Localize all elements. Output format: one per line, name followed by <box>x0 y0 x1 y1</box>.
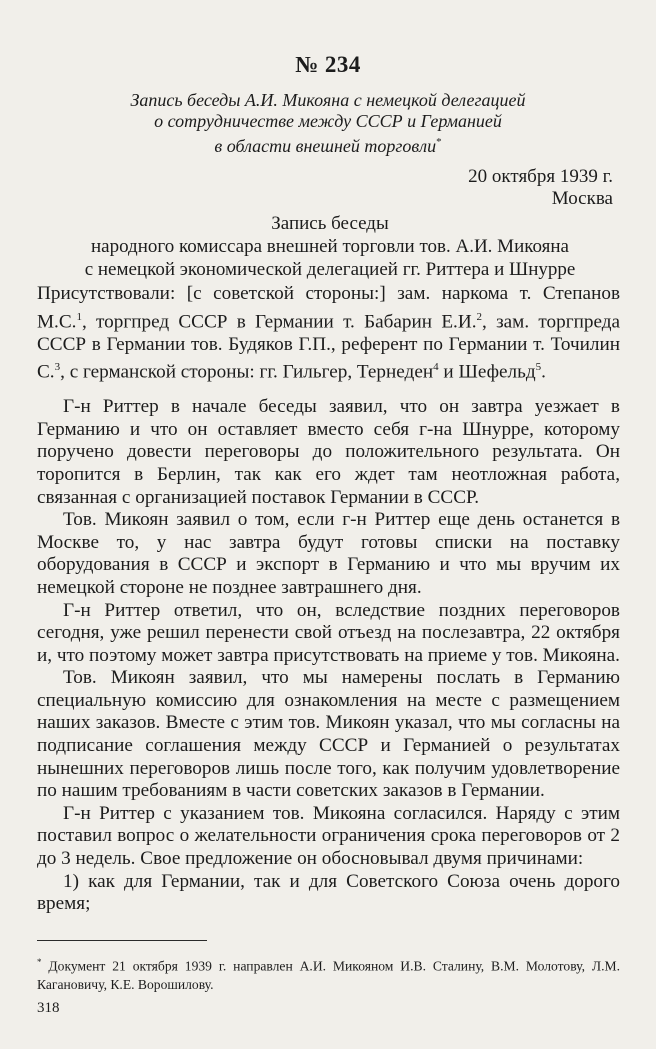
footnote-text: Документ 21 октября 1939 г. направлен А.И. Микояном И.В. Сталину, В.М. Молотову, Л.М. Кагановичу, К.Е. Ворошилову. <box>37 958 620 992</box>
document-place: Москва <box>551 188 613 209</box>
body-paragraph: 1) как для Германии, так и для Советского Союза очень дорого время; <box>37 870 620 915</box>
attendees-text: , зам. торгпреда СССР в Германии тов. Будяков Г.П., референт по Германии т. Точилин С. <box>37 310 620 383</box>
footnote-ref: 1 <box>76 310 82 323</box>
document-number: № 234 <box>295 52 361 77</box>
attendees-text: . <box>541 361 546 383</box>
heading-line <box>70 132 586 157</box>
footnote <box>37 953 620 994</box>
heading-line: Запись беседы А.И. Микояна с немецкой делегацией <box>130 90 526 110</box>
document-date: 20 октября 1939 г. <box>468 166 613 187</box>
document-heading <box>70 90 586 157</box>
attendees-paragraph <box>37 283 620 384</box>
attendees-text: и Шефельд <box>438 361 536 383</box>
heading-footnote-mark: * <box>436 136 442 148</box>
attendees-text: , с германской стороны: гг. Гильгер, Тернеден <box>60 361 434 383</box>
page-number: 318 <box>37 1000 60 1016</box>
record-title-line: с немецкой экономической делегацией гг. Риттера и Шнурре <box>84 259 576 280</box>
attendees-text: , торгпред СССР в Германии т. Бабарин Е.И. <box>81 310 477 332</box>
heading-line-text: в области внешней торговли <box>214 136 437 156</box>
record-title-line: народного комиссара внешней торговли тов. А.И. Микояна <box>90 236 569 257</box>
record-title-line: Запись беседы <box>271 213 389 234</box>
body-paragraph: Тов. Микоян заявил, что мы намерены послать в Германию специальную комиссию для ознакомления на месте с размещением наших заказов. Вместе с этим тов. Микоян указал, что мы согласны на подписание соглашения между СССР и Германией о результатах нынешних переговоров лишь после того, как получим удовлетворение по нашим требованиям в части советских заказов в Германии. <box>37 667 620 802</box>
attendees-text: Присутствовали: [с советской стороны:] зам. наркома т. Степанов М.С. <box>37 283 620 332</box>
footnote-ref: 4 <box>433 361 439 374</box>
footnote-ref: 2 <box>476 310 483 323</box>
heading-line: о сотрудничестве между СССР и Германией <box>154 111 502 131</box>
record-title <box>40 212 620 281</box>
footnote-ref: 3 <box>54 361 61 374</box>
footnote-divider <box>37 940 207 941</box>
body-paragraph: Тов. Микоян заявил о том, если г-н Риттер еще день останется в Москве то, у нас завтра будут готовы списки на поставку оборудования в СССР и экспорт в Германию и что мы вручим их немецкой стороне не позднее завтрашнего дня. <box>37 509 620 598</box>
body-paragraph: Г-н Риттер с указанием тов. Микояна согласился. Наряду с этим поставил вопрос о желательности ограничения срока переговоров от 2 до 3 недель. Свое предложение он обосновывал двумя причинами: <box>37 802 620 870</box>
document-body <box>37 283 620 916</box>
footnote-mark: * <box>37 957 42 967</box>
body-paragraph: Г-н Риттер в начале беседы заявил, что он завтра уезжает в Германию и что он оставляет вместо себя г-на Шнурре, которому поручено довести переговоры до положительного результата. Он торопится в Берлин, так как его ждет там неотложная работа, связанная с организацией поставок Германии в СССР. <box>37 396 620 508</box>
footnote-ref: 5 <box>535 361 542 374</box>
body-paragraph: Г-н Риттер ответил, что он, вследствие поздних переговоров сегодня, уже решил перенести свой отъезд на послезавтра, 22 октября и, что поэтому может завтра присутствовать на приеме у тов. Микояна. <box>37 599 620 666</box>
